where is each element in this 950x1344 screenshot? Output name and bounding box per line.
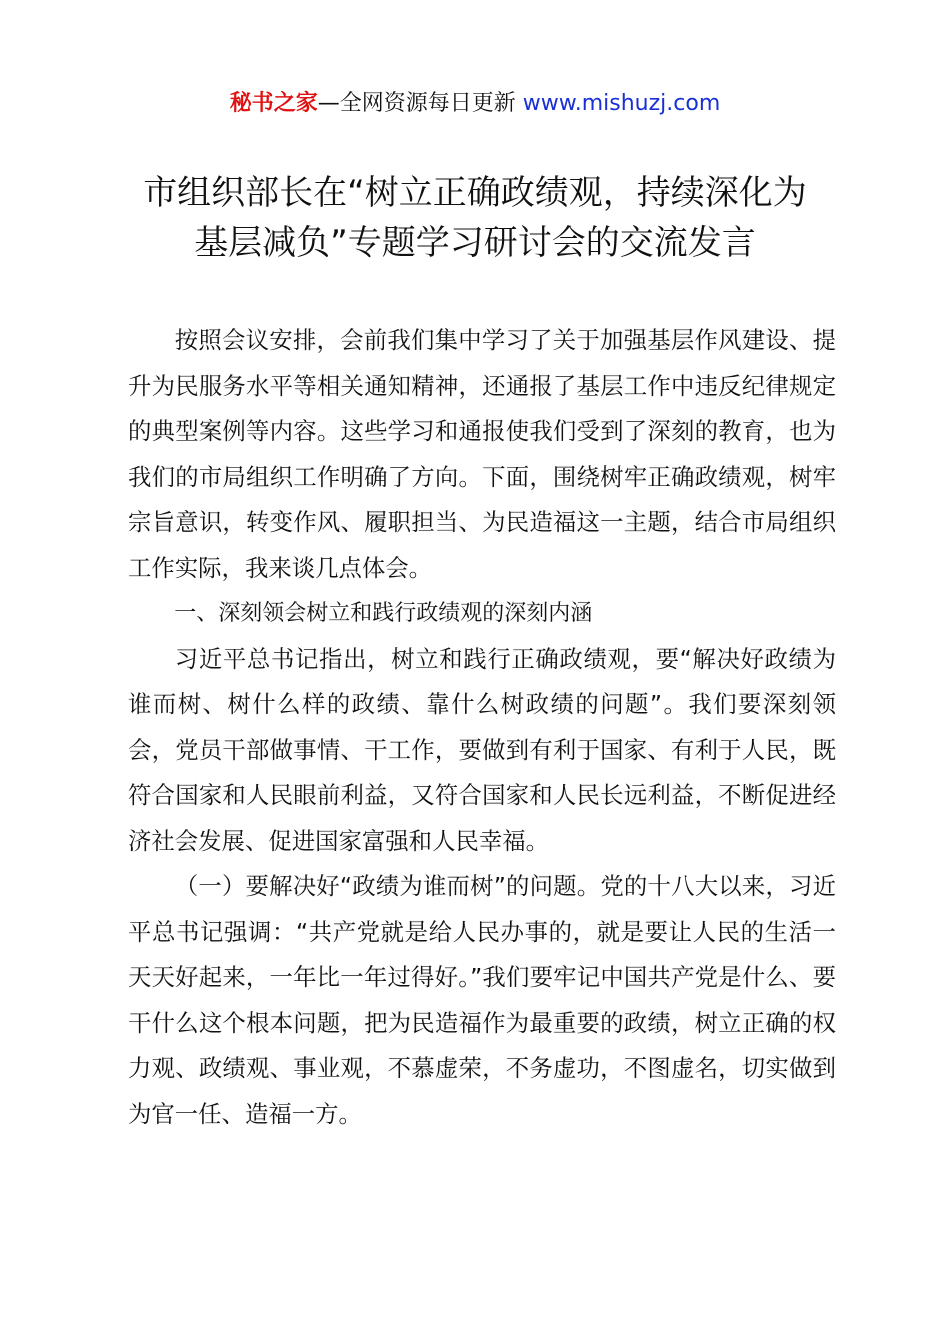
site-tagline: —全网资源每日更新 <box>317 91 523 116</box>
site-url-link[interactable]: www.mishuzj.com <box>522 91 721 116</box>
site-header <box>0 86 950 122</box>
intro-paragraph: 按照会议安排，会前我们集中学习了关于加强基层作风建设、提升为民服务水平等相关通知精神，还通报了基层工作中违反纪律规定的典型案例等内容。这些学习和通报使我们受到了深刻的教育，也为我们的市局组织工作明确了方向。下面，围绕树牢正确政绩观，树牢宗旨意识，转变作风、履职担当、为民造福这一主题，结合市局组织工作实际，我来谈几点体会。 <box>128 326 836 582</box>
document-title <box>100 168 850 268</box>
section-heading-1: 一、深刻领会树立和践行政绩观的深刻内涵 <box>174 601 593 626</box>
site-brand: 秘书之家 <box>229 91 318 116</box>
body-paragraph: 习近平总书记指出，树立和践行正确政绩观，要“解决好政绩为谁而树、树什么样的政绩、靠什么树政绩的问题”。我们要深刻领会，党员干部做事情、干工作，要做到有利于国家、有利于人民，既符合国家和人民眼前利益，又符合国家和人民长远利益，不断促进经济社会发展、促进国家富强和人民幸福。 <box>128 644 836 855</box>
document-title-line-2: 基层减负”专题学习研讨会的交流发言 <box>194 223 756 263</box>
document-body <box>128 318 836 1137</box>
document-title-line-1: 市组织部长在“树立正确政绩观，持续深化为 <box>143 173 807 213</box>
subsection-paragraph-1: （一）要解决好“政绩为谁而树”的问题。党的十八大以来，习近平总书记强调：“共产党就是给人民办事的，就是要让人民的生活一天天好起来，一年比一年过得好。”我们要牢记中国共产党是什么、要干什么这个根本问题，把为民造福作为最重要的政绩，树立正确的权力观、政绩观、事业观，不慕虚荣，不务虚功，不图虚名，切实做到为官一任、造福一方。 <box>128 872 836 1128</box>
